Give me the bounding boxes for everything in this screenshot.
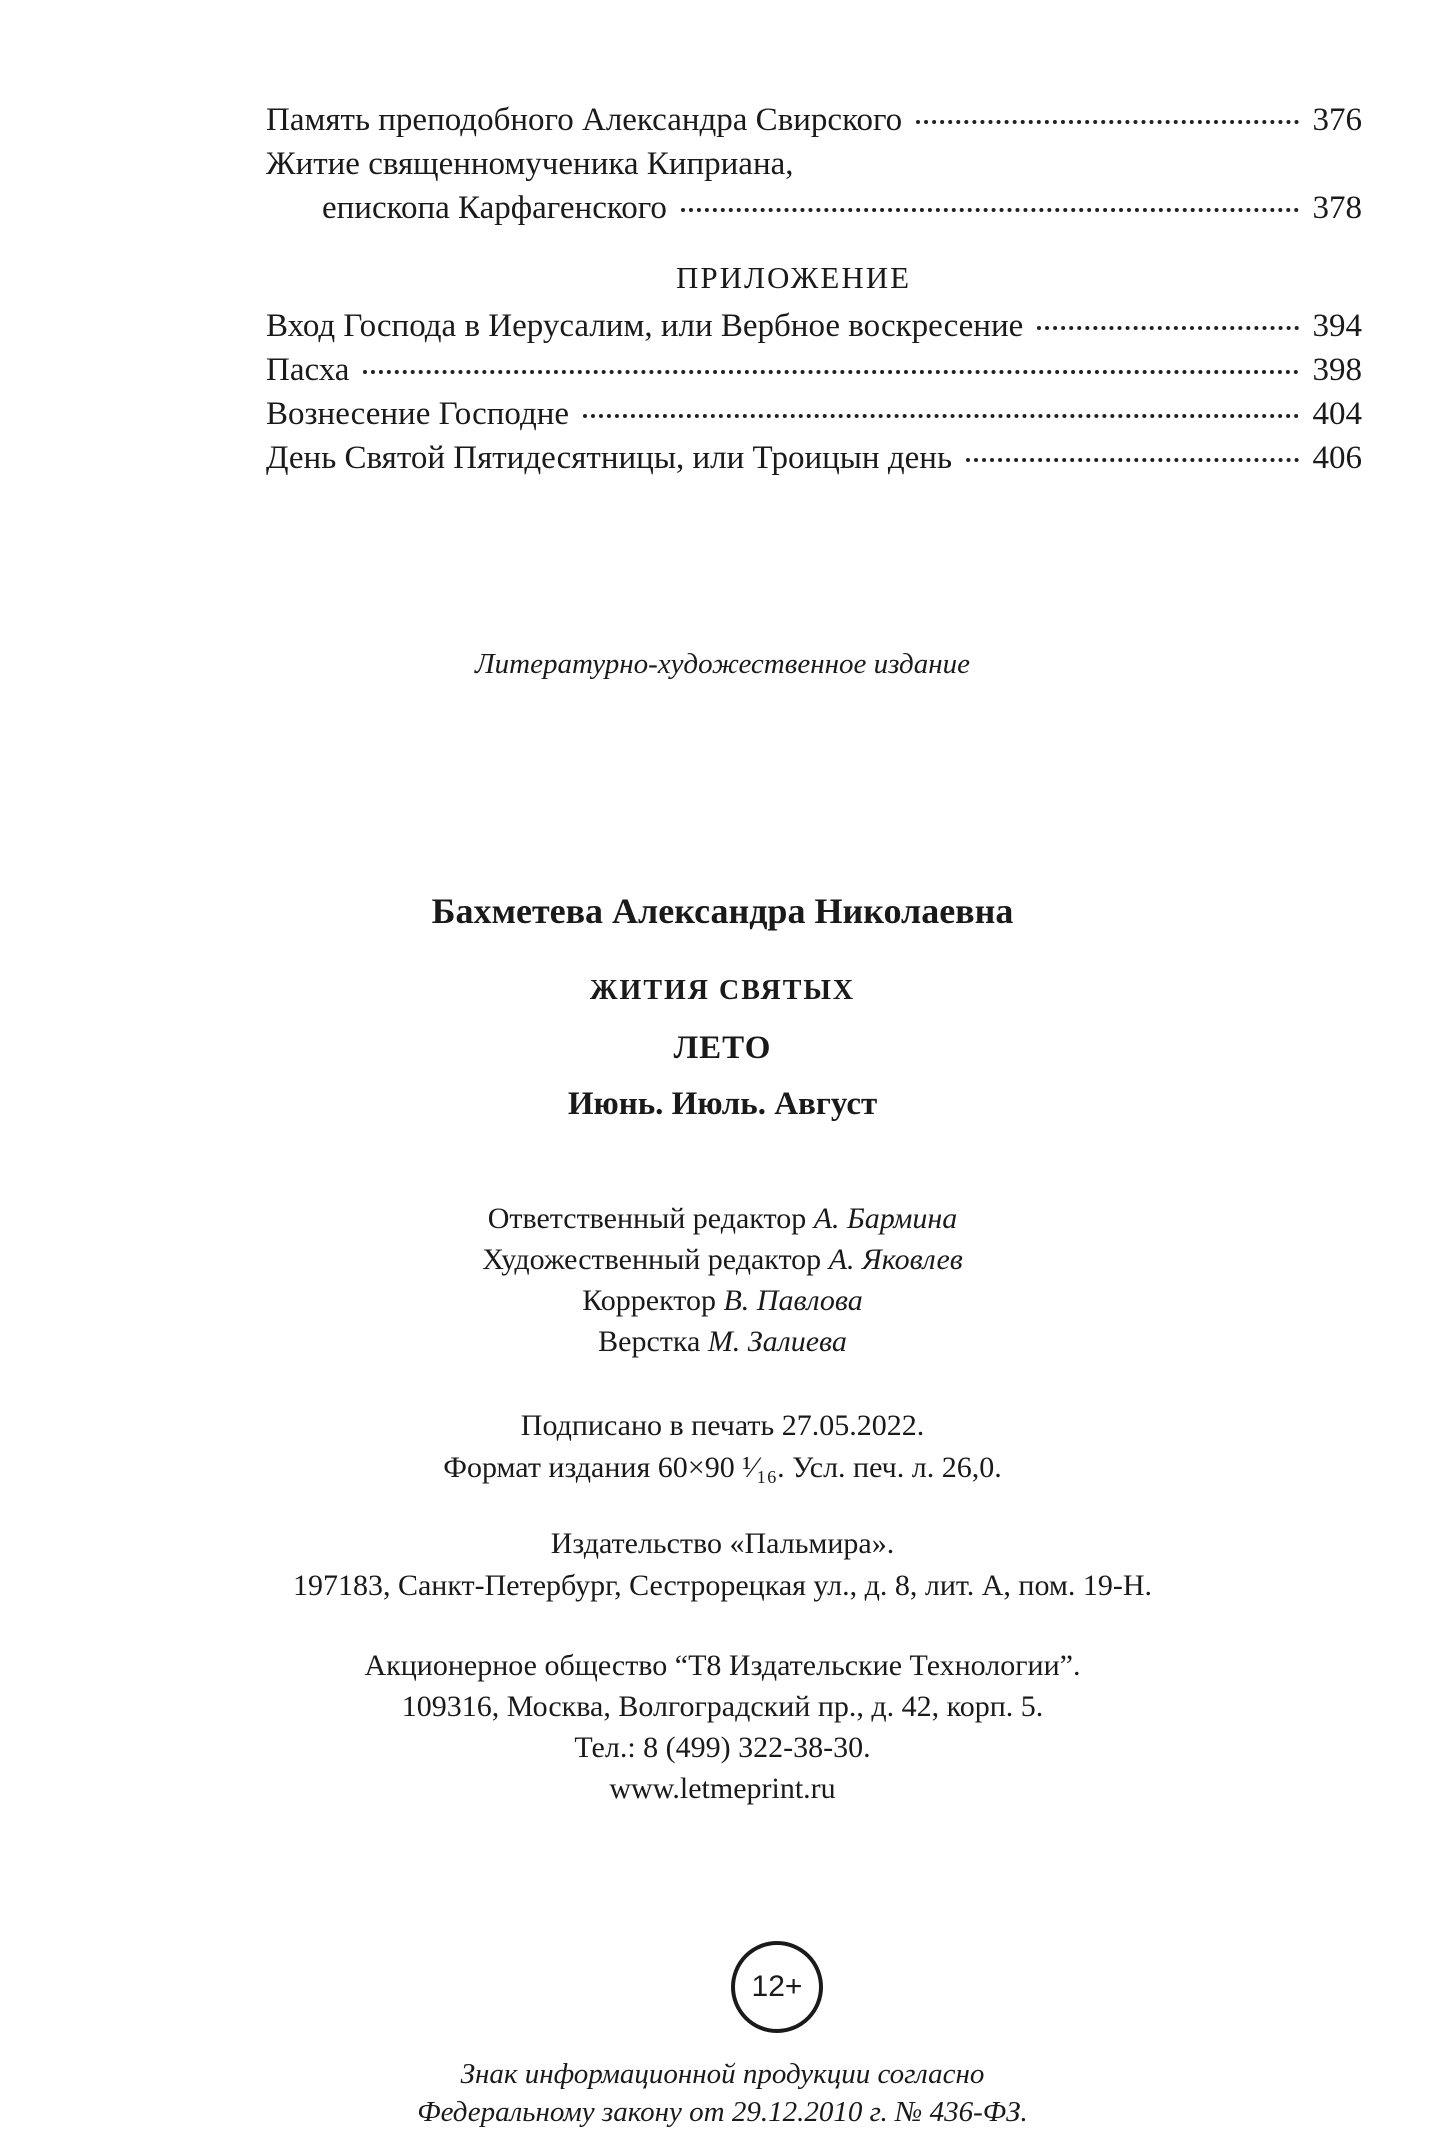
season-title: ЛЕТО: [673, 1030, 772, 1066]
print-info-block: [0, 1405, 1445, 1489]
months-subtitle: Июнь. Июль. Август: [567, 1086, 878, 1122]
credit-person: В. Павлова: [723, 1284, 863, 1317]
toc-leader-dots: [916, 120, 1298, 124]
printer-website: www.letmeprint.ru: [609, 1772, 836, 1805]
toc-leader-dots: [1037, 326, 1298, 330]
edition-type: Литературно-художественное издание: [475, 648, 970, 680]
toc-entry-title-line1: Житие священномученика Киприана,: [266, 146, 794, 182]
toc-entry: [266, 348, 1362, 392]
credit-role: Ответственный редактор: [487, 1202, 807, 1235]
credit-person: М. Залиева: [707, 1325, 847, 1358]
printer-address: 109316, Москва, Волгоградский пр., д. 42, корп. 5.: [401, 1690, 1044, 1723]
credit-line: [0, 1239, 1445, 1280]
toc-leader-dots: [966, 458, 1299, 462]
age-rating-badge: 12+: [731, 1941, 823, 2033]
toc-entry: [266, 98, 1362, 142]
publisher-name: Издательство «Пальмира».: [550, 1527, 895, 1560]
toc-entry-title-line2: епископа Карфагенского: [322, 190, 667, 226]
toc-entry-page: 376: [1312, 102, 1362, 138]
toc-entry-page: 394: [1312, 308, 1362, 344]
toc-entry: [266, 186, 1362, 230]
toc-entry-page: 406: [1312, 440, 1362, 476]
table-of-contents: [266, 98, 1362, 480]
publisher-block: [0, 1523, 1445, 1607]
credit-role: Корректор: [582, 1284, 716, 1317]
appendix-heading: ПРИЛОЖЕНИЕ: [676, 260, 912, 295]
signed-date: Подписано в печать 27.05.2022.: [520, 1409, 925, 1442]
toc-entry-page: 378: [1312, 190, 1362, 226]
toc-entry-page: 404: [1312, 396, 1362, 432]
credit-role: Художественный редактор: [482, 1243, 822, 1276]
credit-line: [0, 1321, 1445, 1362]
credit-line: [0, 1198, 1445, 1239]
printer-phone: Тел.: 8 (499) 322-38-30.: [574, 1731, 871, 1764]
publisher-address: 197183, Санкт-Петербург, Сестрорецкая ул., д. 8, лит. А, пом. 19-Н.: [292, 1569, 1153, 1602]
credits-block: [0, 1198, 1445, 1362]
toc-leader-dots: [363, 370, 1298, 374]
credit-person: А. Яковлев: [828, 1243, 963, 1276]
toc-entry-title: Вход Господа в Иерусалим, или Вербное воскресение: [266, 308, 1024, 344]
age-note-line2: Федеральному закону от 29.12.2010 г. № 436-ФЗ.: [417, 2096, 1028, 2128]
credit-line: [0, 1280, 1445, 1321]
author-name: Бахметева Александра Николаевна: [431, 891, 1014, 931]
format-info: Формат издания 60×90 ¹⁄₁₆. Усл. печ. л. 26,0.: [443, 1451, 1002, 1484]
toc-entry-title: День Святой Пятидесятницы, или Троицын день: [266, 440, 952, 476]
toc-entry-page: 398: [1312, 352, 1362, 388]
toc-entry: [266, 392, 1362, 436]
toc-leader-dots: [681, 208, 1299, 212]
printer-name: Акционерное общество “Т8 Издательские Технологии”.: [364, 1649, 1081, 1682]
toc-entry-title: Пасха: [266, 352, 350, 388]
credit-person: А. Бармина: [813, 1202, 958, 1235]
credit-role: Верстка: [598, 1325, 701, 1358]
toc-entry-title: Память преподобного Александра Свирского: [266, 102, 903, 138]
toc-leader-dots: [583, 414, 1298, 418]
printer-block: [0, 1645, 1445, 1809]
age-note-line1: Знак информационной продукции согласно: [460, 2058, 985, 2090]
age-rating-note: [0, 2055, 1445, 2131]
toc-entry-title: Вознесение Господне: [266, 396, 570, 432]
series-title: ЖИТИЯ СВЯТЫХ: [589, 975, 856, 1006]
toc-entry: [266, 304, 1362, 348]
toc-entry: [266, 436, 1362, 480]
